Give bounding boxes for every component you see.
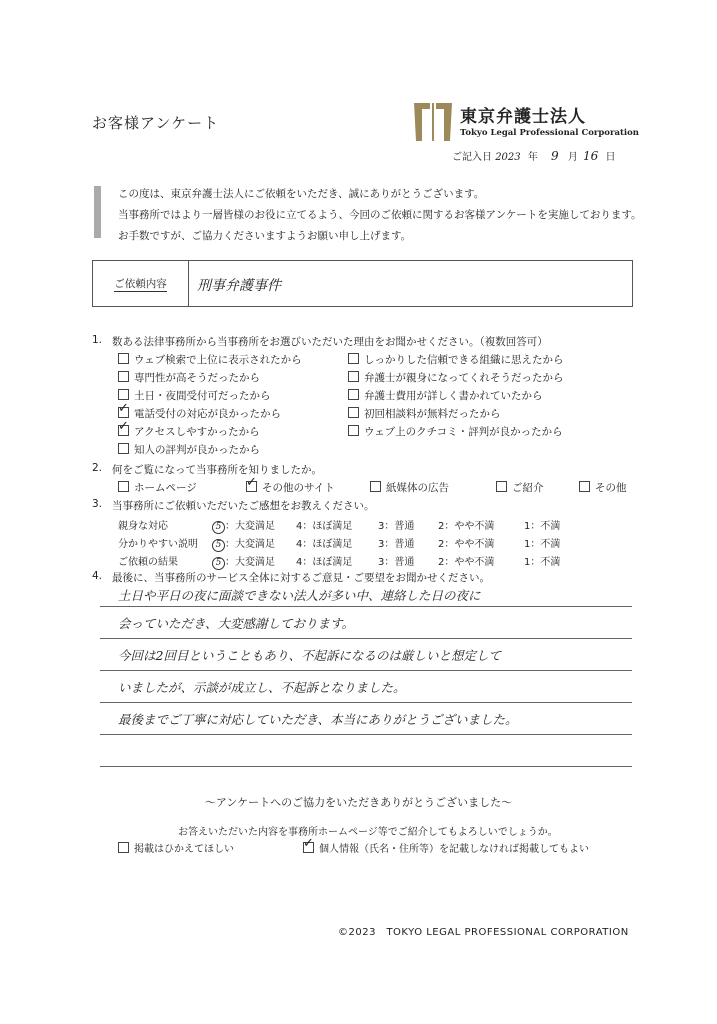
year-label: 年	[527, 152, 538, 163]
day-label: 日	[605, 152, 616, 163]
firm-name-en: Tokyo Legal Professional Corporation	[460, 128, 639, 138]
selected-rating[interactable]: 5	[212, 521, 225, 534]
answer-line	[100, 670, 632, 671]
answer-line	[100, 702, 632, 703]
rating-option-3[interactable]: 3：普通	[378, 539, 415, 550]
request-value[interactable]: 刑事弁護事件	[197, 278, 281, 294]
q3-row-label: 分かりやすい説明	[118, 539, 198, 550]
rating-option-4[interactable]: 4：ほぼ満足	[296, 539, 353, 550]
q3-row-label: ご依頼の結果	[118, 557, 178, 568]
intro-accent-bar	[94, 186, 101, 238]
answer-text-line[interactable]: 土日や平日の夜に面談できない法人が多い中、連絡した日の夜に	[118, 588, 481, 603]
intro-line-3: お手数ですが、ご協力くださいますようお願い申し上げます。	[118, 230, 412, 242]
date-day: 16	[583, 149, 599, 163]
q4-number: 4.	[92, 570, 103, 582]
checkbox[interactable]	[118, 481, 129, 492]
rating-option-2[interactable]: 2：やや不満	[438, 557, 495, 568]
q2-option[interactable]: ホームページ	[118, 480, 197, 495]
q2-question: 何をご覧になって当事務所を知りましたか。	[112, 464, 322, 476]
q3-question: 当事務所にご依頼いただいたご感想をお教えください。	[112, 500, 375, 512]
checkbox[interactable]	[118, 389, 129, 400]
q4-question: 最後に、当事務所のサービス全体に対するご意見・ご要望をお聞かせください。	[112, 572, 490, 584]
q1-option[interactable]: 初回相談料が無料だったから	[348, 406, 501, 421]
checkbox-checked[interactable]	[118, 407, 129, 418]
checkbox-checked[interactable]	[246, 481, 257, 492]
answer-text-line[interactable]: 会っていただき、大変感謝しております。	[118, 616, 355, 631]
q1-option[interactable]: ✓電話受付の対応が良かったから	[118, 406, 281, 421]
q1-option[interactable]: 土日・夜間受付可だったから	[118, 388, 271, 403]
checkbox[interactable]	[118, 353, 129, 364]
firm-name: 東京弁護士法人	[460, 107, 586, 127]
checkbox[interactable]	[348, 353, 359, 364]
q1-question: 数ある法律事務所から当事務所をお選びいただいた理由をお聞かせください。（複数回答可）	[112, 336, 548, 348]
rating-option-5[interactable]: 5 ：大変満足	[212, 553, 275, 570]
date-label: ご記入日	[452, 152, 492, 163]
answer-line	[100, 766, 632, 767]
checkbox-checked[interactable]	[118, 425, 129, 436]
rating-option-4[interactable]: 4：ほぼ満足	[296, 557, 353, 568]
selected-rating[interactable]: 5	[212, 557, 225, 570]
q1-option[interactable]: 弁護士が親身になってくれそうだったから	[348, 370, 564, 385]
q1-option[interactable]: ✓アクセスしやすかったから	[118, 424, 260, 439]
checkbox[interactable]	[348, 425, 359, 436]
answer-text-line[interactable]: いましたが、示談が成立し、不起訴となりました。	[118, 680, 406, 695]
permission-question: お答えいただいた内容を事務所ホームページ等でご紹介してもよろしいでしょうか。	[178, 827, 558, 838]
q1-number: 1.	[92, 334, 103, 346]
q2-number: 2.	[92, 462, 103, 474]
q3-number: 3.	[92, 498, 103, 510]
answer-text-line[interactable]: 最後までご丁寧に対応していただき、本当にありがとうございました。	[118, 712, 518, 727]
q2-option[interactable]: その他	[579, 480, 627, 495]
request-box	[92, 260, 633, 307]
rating-option-1[interactable]: 1：不満	[524, 539, 561, 550]
rating-option-3[interactable]: 3：普通	[378, 557, 415, 568]
checkbox[interactable]	[348, 389, 359, 400]
q2-option[interactable]: 紙媒体の広告	[370, 480, 449, 495]
intro-line-1: この度は、東京弁護士法人にご依頼をいただき、誠にありがとうございます。	[118, 188, 485, 200]
copyright: ©2023 TOKYO LEGAL PROFESSIONAL CORPORATION	[338, 927, 629, 938]
answer-line	[100, 734, 632, 735]
checkbox[interactable]	[118, 371, 129, 382]
checkbox[interactable]	[370, 481, 381, 492]
request-label: ご依頼内容	[93, 261, 189, 306]
rating-option-2[interactable]: 2：やや不満	[438, 521, 495, 532]
checkbox-checked[interactable]	[303, 842, 314, 853]
answer-text-line[interactable]: 今回は2回目ということもあり、不起訴になるのは厳しいと想定して	[118, 648, 501, 663]
intro-line-2: 当事務所ではより一層皆様のお役に立てるよう、今回のご依頼に関するお客様アンケートを実施しております。	[118, 209, 642, 221]
permission-option[interactable]: 掲載はひかえてほしい	[118, 840, 234, 855]
rating-option-2[interactable]: 2：やや不満	[438, 539, 495, 550]
checkbox[interactable]	[579, 481, 590, 492]
checkbox[interactable]	[496, 481, 507, 492]
checkbox[interactable]	[348, 407, 359, 418]
date-month: 9	[551, 149, 559, 163]
checkbox[interactable]	[118, 842, 129, 853]
month-label: 月	[567, 152, 578, 163]
rating-option-1[interactable]: 1：不満	[524, 557, 561, 568]
page-title: お客様アンケート	[92, 114, 220, 132]
date-year: 2023	[495, 152, 521, 163]
thanks-message: 〜アンケートへのご協力をいただきありがとうございました〜	[204, 796, 513, 809]
q1-option[interactable]: ウェブ検索で上位に表示されたから	[118, 352, 302, 367]
permission-option[interactable]: ✓ 個人情報（氏名・住所等）を記載しなければ掲載してもよい	[303, 840, 589, 855]
q1-option[interactable]: しっかりした信頼できる組織に思えたから	[348, 352, 564, 367]
rating-option-5[interactable]: 5 ：大変満足	[212, 517, 275, 534]
checkbox[interactable]	[118, 443, 129, 454]
q1-option[interactable]: 弁護士費用が詳しく書かれていたから	[348, 388, 543, 403]
q1-option[interactable]: 専門性が高そうだったから	[118, 370, 260, 385]
q1-option[interactable]: ウェブ上のクチコミ・評判が良かったから	[348, 424, 563, 439]
rating-option-4[interactable]: 4：ほぼ満足	[296, 521, 353, 532]
answer-line	[100, 606, 632, 607]
firm-logo-icon	[412, 101, 454, 143]
q1-option[interactable]: 知人の評判が良かったから	[118, 442, 260, 457]
fill-date	[452, 148, 616, 163]
q2-option[interactable]: ✓ その他のサイト	[246, 480, 335, 495]
rating-option-1[interactable]: 1：不満	[524, 521, 561, 532]
rating-option-5[interactable]: 5 ：大変満足	[212, 535, 275, 552]
q2-option[interactable]: ご紹介	[496, 480, 544, 495]
q3-row-label: 親身な対応	[118, 521, 168, 532]
selected-rating[interactable]: 5	[212, 539, 225, 552]
answer-line	[100, 638, 632, 639]
rating-option-3[interactable]: 3：普通	[378, 521, 415, 532]
checkbox[interactable]	[348, 371, 359, 382]
